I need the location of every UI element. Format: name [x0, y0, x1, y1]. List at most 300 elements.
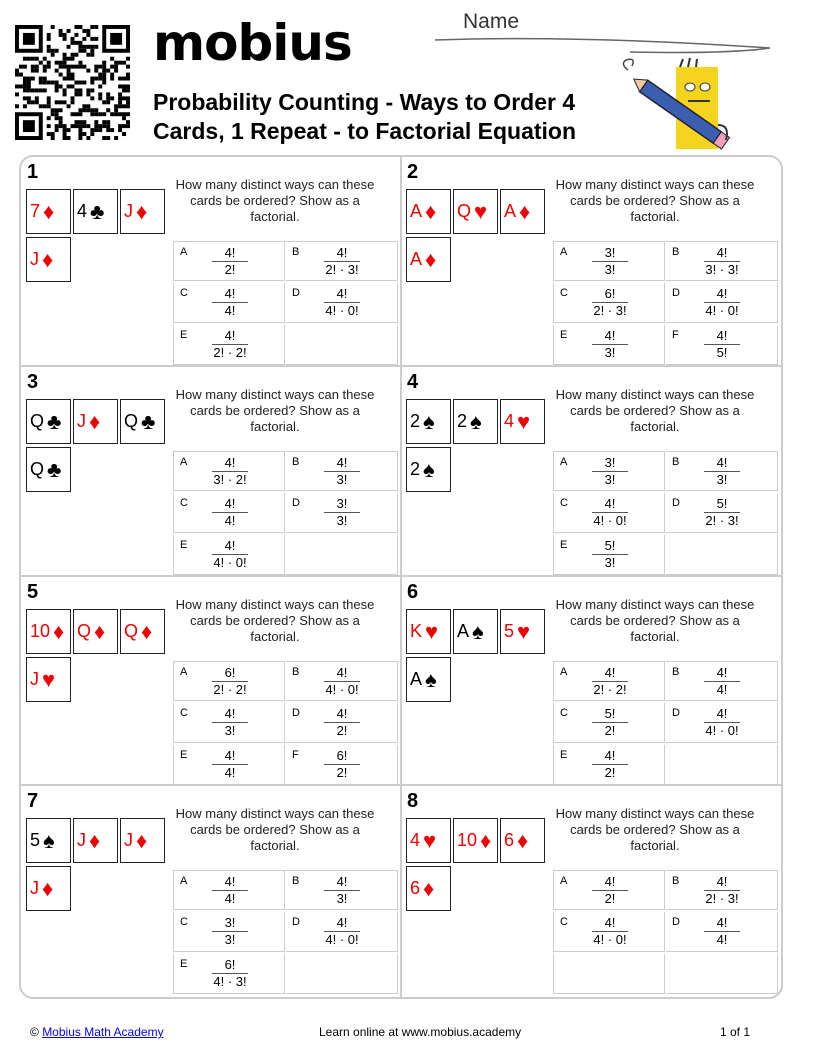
card-rank: J [30, 878, 39, 898]
playing-card [26, 657, 71, 702]
answer-choice[interactable] [666, 283, 778, 323]
card-suit-icon: ♦ [94, 618, 106, 644]
answer-choice[interactable] [553, 451, 665, 491]
answer-choice[interactable] [173, 283, 285, 323]
denominator: 2! · 3! [593, 303, 627, 318]
factorial-fraction [324, 665, 360, 698]
denominator: 4! [212, 302, 248, 319]
card-rank: A [410, 201, 423, 221]
denominator: 2! [592, 722, 628, 739]
answer-letter: D [672, 707, 680, 719]
card-rank: J [77, 411, 86, 431]
factorial-fraction [592, 665, 628, 698]
denominator: 3! [704, 471, 740, 488]
numerator: 4! [224, 286, 236, 301]
card-suit-icon: ♦ [425, 246, 437, 272]
question-text: How many distinct ways can these cards be ordered? Show as a factorial. [555, 597, 755, 644]
denominator: 3! [324, 512, 360, 529]
denominator: 2! [592, 764, 628, 781]
card-rank: 2 [457, 411, 468, 431]
answer-choice[interactable] [666, 451, 778, 491]
question-text: How many distinct ways can these cards be ordered? Show as a factorial. [175, 806, 375, 853]
problem-3 [21, 367, 399, 575]
answer-choice[interactable] [553, 535, 665, 575]
card-rank: J [30, 249, 39, 269]
numerator: 4! [604, 665, 616, 680]
answer-choice[interactable] [666, 703, 778, 743]
card-suit-icon: ♦ [425, 198, 437, 224]
factorial-fraction [592, 455, 628, 488]
card-suit-icon: ♠ [470, 408, 482, 434]
numerator: 4! [716, 874, 728, 889]
answer-choice [666, 535, 778, 575]
playing-card [453, 609, 498, 654]
factorial-fraction [324, 874, 360, 907]
playing-card [26, 399, 71, 444]
playing-card [453, 818, 498, 863]
answer-choice [286, 325, 398, 365]
answer-choice [286, 954, 398, 994]
denominator: 2! [324, 722, 360, 739]
problem-1 [21, 157, 399, 365]
problem-number: 1 [27, 161, 39, 183]
card-rank: Q [457, 201, 472, 221]
numerator: 4! [224, 748, 236, 763]
factorial-fraction [212, 538, 248, 571]
factorial-fraction [324, 748, 360, 781]
problem-2 [401, 157, 779, 365]
answer-choice[interactable] [666, 661, 778, 701]
answer-letter: B [672, 666, 680, 678]
answer-choice[interactable] [286, 451, 398, 491]
playing-card [120, 189, 165, 234]
card-suit-icon: ♦ [136, 198, 148, 224]
problem-4 [401, 367, 779, 575]
question-text: How many distinct ways can these cards be ordered? Show as a factorial. [555, 387, 755, 434]
playing-card [26, 818, 71, 863]
factorial-fraction [704, 874, 740, 907]
factorial-fraction [212, 665, 248, 698]
answer-choice [286, 535, 398, 575]
numerator: 4! [224, 245, 236, 260]
card-rank: Q [77, 621, 92, 641]
factorial-fraction [592, 915, 628, 948]
denominator: 3! [592, 261, 628, 278]
factorial-fraction [212, 245, 248, 278]
card-suit-icon: ♣ [90, 198, 105, 224]
answer-choice[interactable] [173, 241, 285, 281]
playing-card [26, 237, 71, 282]
playing-card [73, 399, 118, 444]
answer-choice[interactable] [286, 493, 398, 533]
card-suit-icon: ♦ [519, 198, 531, 224]
playing-card [406, 866, 451, 911]
answer-choice[interactable] [173, 745, 285, 785]
answer-choice[interactable] [553, 745, 665, 785]
denominator: 4! [704, 681, 740, 698]
denominator: 2! · 2! [213, 682, 247, 697]
denominator: 4! · 0! [325, 303, 359, 318]
qr-code [15, 25, 130, 140]
footer-copyright [30, 1025, 164, 1039]
numerator: 4! [336, 286, 348, 301]
answer-letter: A [560, 666, 568, 678]
playing-card [406, 609, 451, 654]
card-rank: A [410, 669, 423, 689]
answer-letter: A [560, 456, 568, 468]
numerator: 6! [224, 665, 236, 680]
denominator: 2! [212, 261, 248, 278]
answer-choice [553, 954, 665, 994]
answer-letter: D [292, 707, 300, 719]
answer-letter: A [180, 875, 188, 887]
card-rank: Q [124, 411, 139, 431]
answer-letter: A [180, 456, 188, 468]
card-rank: Q [30, 459, 45, 479]
card-suit-icon: ♣ [47, 408, 62, 434]
playing-card [26, 609, 71, 654]
factorial-fraction [592, 748, 628, 781]
factorial-fraction [212, 706, 248, 739]
answer-letter: C [180, 916, 188, 928]
answer-choice[interactable] [553, 283, 665, 323]
answer-choice[interactable] [286, 912, 398, 952]
answer-letter: E [560, 749, 568, 761]
playing-card [406, 657, 451, 702]
answer-letter: E [180, 329, 188, 341]
numerator: 4! [604, 496, 616, 511]
answer-choice[interactable] [666, 870, 778, 910]
answer-choice[interactable] [553, 325, 665, 365]
card-suit-icon: ♥ [517, 618, 531, 644]
card-rank: Q [124, 621, 139, 641]
card-suit-icon: ♦ [89, 827, 101, 853]
footer-learn-online: Learn online at www.mobius.academy [319, 1025, 522, 1039]
answer-letter: B [672, 875, 680, 887]
numerator: 4! [604, 874, 616, 889]
card-suit-icon: ♥ [423, 827, 437, 853]
card-rank: 4 [504, 411, 515, 431]
problem-6 [401, 577, 779, 785]
answer-choice[interactable] [173, 870, 285, 910]
denominator: 4! [212, 512, 248, 529]
numerator: 4! [336, 874, 348, 889]
numerator: 5! [604, 538, 616, 553]
playing-card [120, 399, 165, 444]
card-suit-icon: ♥ [42, 666, 56, 692]
problem-7 [21, 786, 399, 994]
answer-choice[interactable] [553, 912, 665, 952]
answer-choice[interactable] [286, 745, 398, 785]
answer-letter: C [560, 916, 568, 928]
playing-card [120, 818, 165, 863]
numerator: 6! [604, 286, 616, 301]
question-text: How many distinct ways can these cards be ordered? Show as a factorial. [555, 177, 755, 224]
playing-card [500, 189, 545, 234]
factorial-fraction [212, 874, 248, 907]
card-rank: A [410, 249, 423, 269]
numerator: 4! [604, 748, 616, 763]
factorial-fraction [704, 706, 740, 739]
playing-card [26, 447, 71, 492]
answer-choice[interactable] [666, 241, 778, 281]
answer-letter: C [180, 497, 188, 509]
card-rank: 6 [504, 830, 515, 850]
answer-choice[interactable] [553, 661, 665, 701]
playing-card [26, 866, 71, 911]
card-rank: J [77, 830, 86, 850]
answer-choice[interactable] [286, 241, 398, 281]
problem-number: 5 [27, 581, 39, 603]
factorial-fraction [704, 286, 740, 319]
page-number: 1 of 1 [720, 1025, 751, 1039]
denominator: 4! · 0! [325, 682, 359, 697]
problem-grid [19, 155, 783, 999]
answer-choice[interactable] [173, 912, 285, 952]
answer-letter: A [180, 246, 188, 258]
denominator: 3! · 3! [705, 262, 739, 277]
card-suit-icon: ♥ [425, 618, 439, 644]
factorial-fraction [212, 957, 248, 990]
answer-choice[interactable] [286, 283, 398, 323]
card-rank: 4 [77, 201, 88, 221]
denominator: 2! · 2! [213, 345, 247, 360]
answer-letter: B [292, 456, 300, 468]
denominator: 4! · 0! [325, 932, 359, 947]
numerator: 4! [224, 496, 236, 511]
answer-letter: B [292, 875, 300, 887]
numerator: 6! [336, 748, 348, 763]
factorial-fraction [212, 286, 248, 319]
answer-choice[interactable] [286, 661, 398, 701]
question-text: How many distinct ways can these cards be ordered? Show as a factorial. [175, 597, 375, 644]
card-rank: 4 [410, 830, 421, 850]
denominator: 4! [212, 890, 248, 907]
numerator: 4! [336, 706, 348, 721]
answer-choice[interactable] [666, 325, 778, 365]
denominator: 2! [324, 764, 360, 781]
card-suit-icon: ♠ [425, 666, 437, 692]
answer-choice[interactable] [666, 493, 778, 533]
answer-letter: D [672, 497, 680, 509]
answer-choice [666, 745, 778, 785]
answer-choice[interactable] [553, 241, 665, 281]
answer-choice[interactable] [173, 451, 285, 491]
playing-card [406, 447, 451, 492]
denominator: 4! · 0! [705, 303, 739, 318]
answer-choice[interactable] [553, 703, 665, 743]
numerator: 4! [604, 328, 616, 343]
card-rank: A [504, 201, 517, 221]
card-suit-icon: ♦ [89, 408, 101, 434]
mobius-logo: mobius [153, 14, 352, 72]
answer-choice[interactable] [553, 870, 665, 910]
card-suit-icon: ♦ [42, 875, 54, 901]
answer-choice[interactable] [173, 325, 285, 365]
card-suit-icon: ♥ [474, 198, 488, 224]
card-rank: A [457, 621, 470, 641]
answer-letter: B [672, 246, 680, 258]
denominator: 4! · 0! [705, 723, 739, 738]
card-suit-icon: ♦ [43, 198, 55, 224]
numerator: 4! [336, 245, 348, 260]
card-suit-icon: ♣ [47, 456, 62, 482]
factorial-fraction [704, 328, 740, 361]
card-suit-icon: ♦ [136, 827, 148, 853]
numerator: 4! [716, 915, 728, 930]
card-suit-icon: ♦ [517, 827, 529, 853]
card-suit-icon: ♦ [42, 246, 54, 272]
numerator: 3! [224, 915, 236, 930]
copyright-symbol: © [30, 1025, 39, 1039]
problem-number: 6 [407, 581, 419, 603]
card-rank: Q [30, 411, 45, 431]
question-text: How many distinct ways can these cards be ordered? Show as a factorial. [555, 806, 755, 853]
playing-card [406, 399, 451, 444]
card-rank: 2 [410, 411, 421, 431]
numerator: 5! [716, 496, 728, 511]
denominator: 2! [592, 890, 628, 907]
denominator: 3! [592, 471, 628, 488]
factorial-fraction [592, 538, 628, 571]
numerator: 4! [716, 286, 728, 301]
denominator: 4! · 0! [593, 513, 627, 528]
playing-card [500, 609, 545, 654]
playing-card [406, 189, 451, 234]
answer-letter: C [560, 497, 568, 509]
card-rank: J [124, 830, 133, 850]
answer-letter: A [560, 875, 568, 887]
answer-choice[interactable] [173, 535, 285, 575]
answer-letter: D [292, 287, 300, 299]
denominator: 3! [592, 554, 628, 571]
answer-letter: C [560, 287, 568, 299]
answer-choice[interactable] [173, 703, 285, 743]
card-rank: K [410, 621, 423, 641]
card-suit-icon: ♦ [423, 875, 435, 901]
answer-choice[interactable] [173, 954, 285, 994]
playing-card [406, 237, 451, 282]
numerator: 4! [716, 706, 728, 721]
denominator: 2! · 3! [705, 891, 739, 906]
question-text: How many distinct ways can these cards be ordered? Show as a factorial. [175, 387, 375, 434]
mobius-link[interactable]: Mobius Math Academy [42, 1025, 164, 1039]
factorial-fraction [212, 915, 248, 948]
numerator: 4! [336, 665, 348, 680]
numerator: 3! [336, 496, 348, 511]
denominator: 3! [324, 471, 360, 488]
card-rank: 7 [30, 201, 41, 221]
question-text: How many distinct ways can these cards be ordered? Show as a factorial. [175, 177, 375, 224]
factorial-fraction [212, 496, 248, 529]
problem-number: 8 [407, 790, 419, 812]
answer-choice[interactable] [173, 493, 285, 533]
card-suit-icon: ♠ [43, 827, 55, 853]
denominator: 4! [212, 764, 248, 781]
card-suit-icon: ♥ [517, 408, 531, 434]
factorial-fraction [592, 245, 628, 278]
numerator: 4! [716, 328, 728, 343]
factorial-fraction [704, 665, 740, 698]
answer-letter: C [180, 707, 188, 719]
playing-card [120, 609, 165, 654]
problem-number: 3 [27, 371, 39, 393]
denominator: 4! · 3! [213, 974, 247, 989]
card-rank: 5 [504, 621, 515, 641]
answer-choice[interactable] [553, 493, 665, 533]
denominator: 3! [212, 722, 248, 739]
card-suit-icon: ♦ [141, 618, 153, 644]
numerator: 4! [604, 915, 616, 930]
factorial-fraction [704, 915, 740, 948]
answer-letter: E [180, 749, 188, 761]
denominator: 2! · 3! [705, 513, 739, 528]
answer-letter: B [672, 456, 680, 468]
playing-card [500, 399, 545, 444]
denominator: 2! · 3! [325, 262, 359, 277]
answer-letter: E [560, 329, 568, 341]
denominator: 5! [704, 344, 740, 361]
playing-card [453, 399, 498, 444]
card-suit-icon: ♠ [423, 456, 435, 482]
playing-card [406, 818, 451, 863]
playing-card [453, 189, 498, 234]
answer-choice[interactable] [173, 661, 285, 701]
card-rank: 6 [410, 878, 421, 898]
factorial-fraction [324, 245, 360, 278]
numerator: 5! [604, 706, 616, 721]
factorial-fraction [324, 496, 360, 529]
answer-letter: D [292, 497, 300, 509]
factorial-fraction [592, 496, 628, 529]
denominator: 3! [212, 931, 248, 948]
factorial-fraction [212, 455, 248, 488]
card-suit-icon: ♦ [480, 827, 492, 853]
denominator: 4! [704, 931, 740, 948]
card-rank: 10 [457, 830, 478, 850]
card-rank: 10 [30, 621, 51, 641]
card-rank: J [124, 201, 133, 221]
playing-card [73, 189, 118, 234]
answer-choice [666, 954, 778, 994]
factorial-fraction [212, 328, 248, 361]
answer-letter: D [292, 916, 300, 928]
card-suit-icon: ♦ [53, 618, 65, 644]
problem-number: 4 [407, 371, 419, 393]
problem-5 [21, 577, 399, 785]
card-rank: J [30, 669, 39, 689]
factorial-fraction [592, 286, 628, 319]
playing-card [73, 818, 118, 863]
numerator: 4! [224, 455, 236, 470]
playing-card [500, 818, 545, 863]
denominator: 3! [592, 344, 628, 361]
numerator: 3! [604, 245, 616, 260]
answer-letter: D [672, 916, 680, 928]
answer-letter: B [292, 666, 300, 678]
answer-letter: E [560, 539, 568, 551]
numerator: 4! [224, 706, 236, 721]
card-suit-icon: ♠ [423, 408, 435, 434]
answer-letter: F [292, 749, 299, 761]
answer-choice[interactable] [286, 703, 398, 743]
answer-letter: E [180, 539, 188, 551]
numerator: 4! [716, 665, 728, 680]
answer-choice[interactable] [286, 870, 398, 910]
numerator: 3! [604, 455, 616, 470]
problem-number: 2 [407, 161, 419, 183]
answer-choice[interactable] [666, 912, 778, 952]
